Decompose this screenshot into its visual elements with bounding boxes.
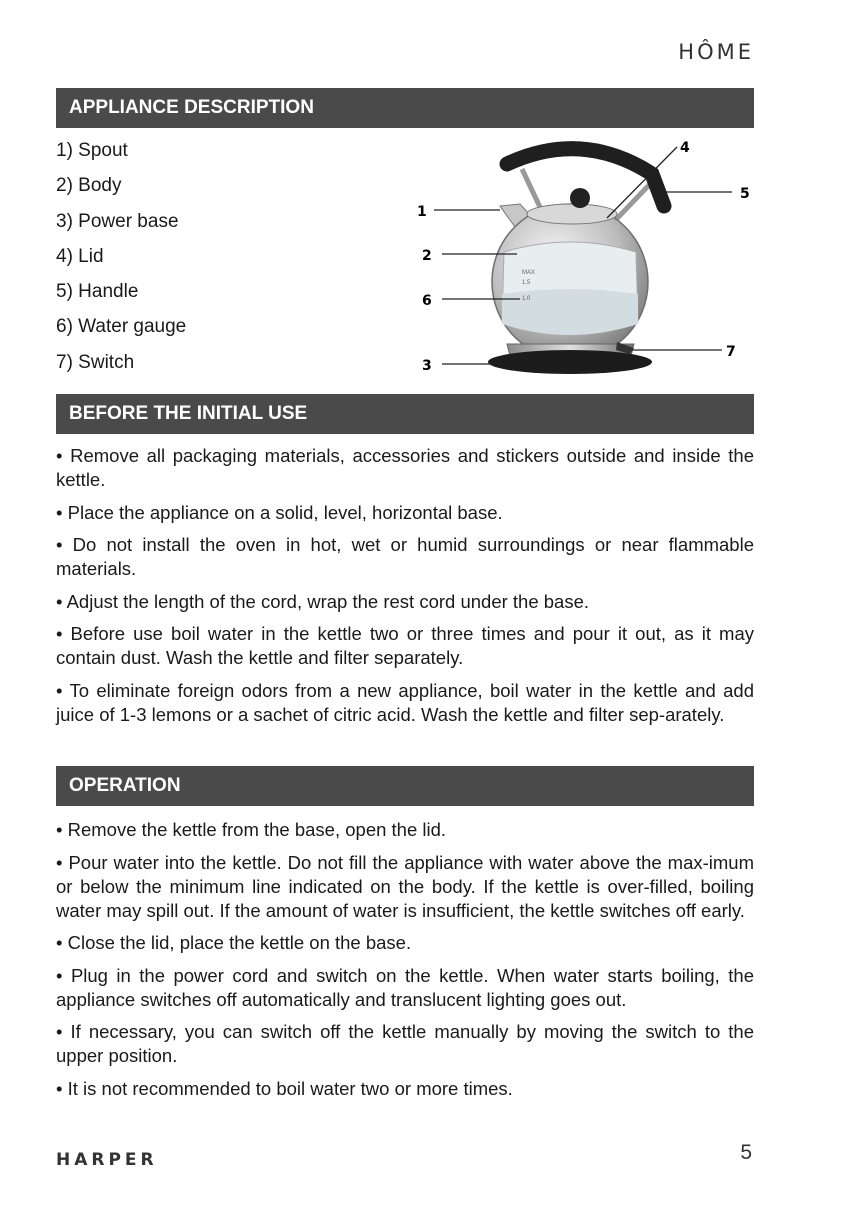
paragraph: • It is not recommended to boil water two or more times. — [56, 1077, 513, 1099]
callout-number: 2 — [422, 248, 432, 264]
part-item: 3) Power base — [56, 210, 179, 232]
lid-shape — [527, 204, 617, 224]
paragraph: • Remove all packaging materials, accessories and stickers outside and inside the kettle. — [56, 445, 754, 490]
paragraph: • Plug in the power cord and switch on the kettle. When water starts boiling, the appliance switches off automatically and translucent lighting goes out. — [56, 964, 754, 1010]
home-brand-logo: HÔME — [678, 40, 754, 64]
paragraph: • Close the lid, place the kettle on the base. — [56, 932, 412, 953]
part-item: 2) Body — [56, 175, 122, 197]
callout-number: 5 — [740, 186, 750, 202]
paragraph: • Pour water into the kettle. Do not fill the appliance with water above the max-imum or below the minimum line indicated on the body. If the kettle is over-filled, boiling water may spill out. If the amount of water is insufficient, the kettle switches off early. — [56, 851, 754, 921]
part-item: 7) Switch — [56, 351, 135, 373]
paragraph: • Adjust the length of the cord, wrap the rest cord under the base. — [56, 590, 590, 612]
paragraph: • Remove the kettle from the base, open the lid. — [56, 819, 447, 840]
lid-knob — [570, 188, 590, 208]
part-item: 6) Water gauge — [56, 316, 187, 338]
callout-number: 7 — [726, 344, 736, 360]
part-item: 1) Spout — [56, 140, 128, 161]
page-number: 5 — [740, 1141, 752, 1164]
operation-text — [56, 818, 754, 1109]
part-item: 4) Lid — [56, 245, 104, 267]
paragraph: • Place the appliance on a solid, level, horizontal base. — [56, 501, 503, 523]
paragraph: • To eliminate foreign odors from a new appliance, boil water in the kettle and add juice of 1-3 lemons or a sachet of citric acid. Wash the kettle and filter sep-arately. — [56, 679, 754, 725]
part-item: 5) Handle — [56, 281, 139, 303]
kettle-diagram — [412, 134, 756, 384]
gauge-mark: 1.0 — [522, 296, 531, 302]
paragraph: • If necessary, you can switch off the kettle manually by moving the switch to the upper position. — [56, 1021, 754, 1066]
section-header-appliance-description: APPLIANCE DESCRIPTION — [56, 88, 754, 128]
section-header-operation: OPERATION — [56, 766, 754, 806]
paragraph: • Before use boil water in the kettle two or three times and pour it out, as it may contain dust. Wash the kettle and filter separately. — [56, 623, 754, 668]
callout-number: 1 — [417, 204, 427, 220]
paragraph: • Do not install the oven in hot, wet or humid surroundings or near flammable materials. — [56, 534, 754, 579]
gauge-mark: 1.5 — [522, 280, 531, 286]
callout-number: 4 — [680, 140, 690, 156]
power-base-shape — [488, 350, 652, 374]
parts-list — [56, 139, 186, 386]
gauge-mark: MAX — [522, 270, 536, 276]
callout-number: 6 — [422, 293, 432, 309]
before-use-text — [56, 444, 754, 735]
section-header-before-initial-use: BEFORE THE INITIAL USE — [56, 394, 754, 434]
callout-number: 3 — [422, 358, 432, 374]
harper-brand-logo: HARPER — [56, 1150, 158, 1170]
